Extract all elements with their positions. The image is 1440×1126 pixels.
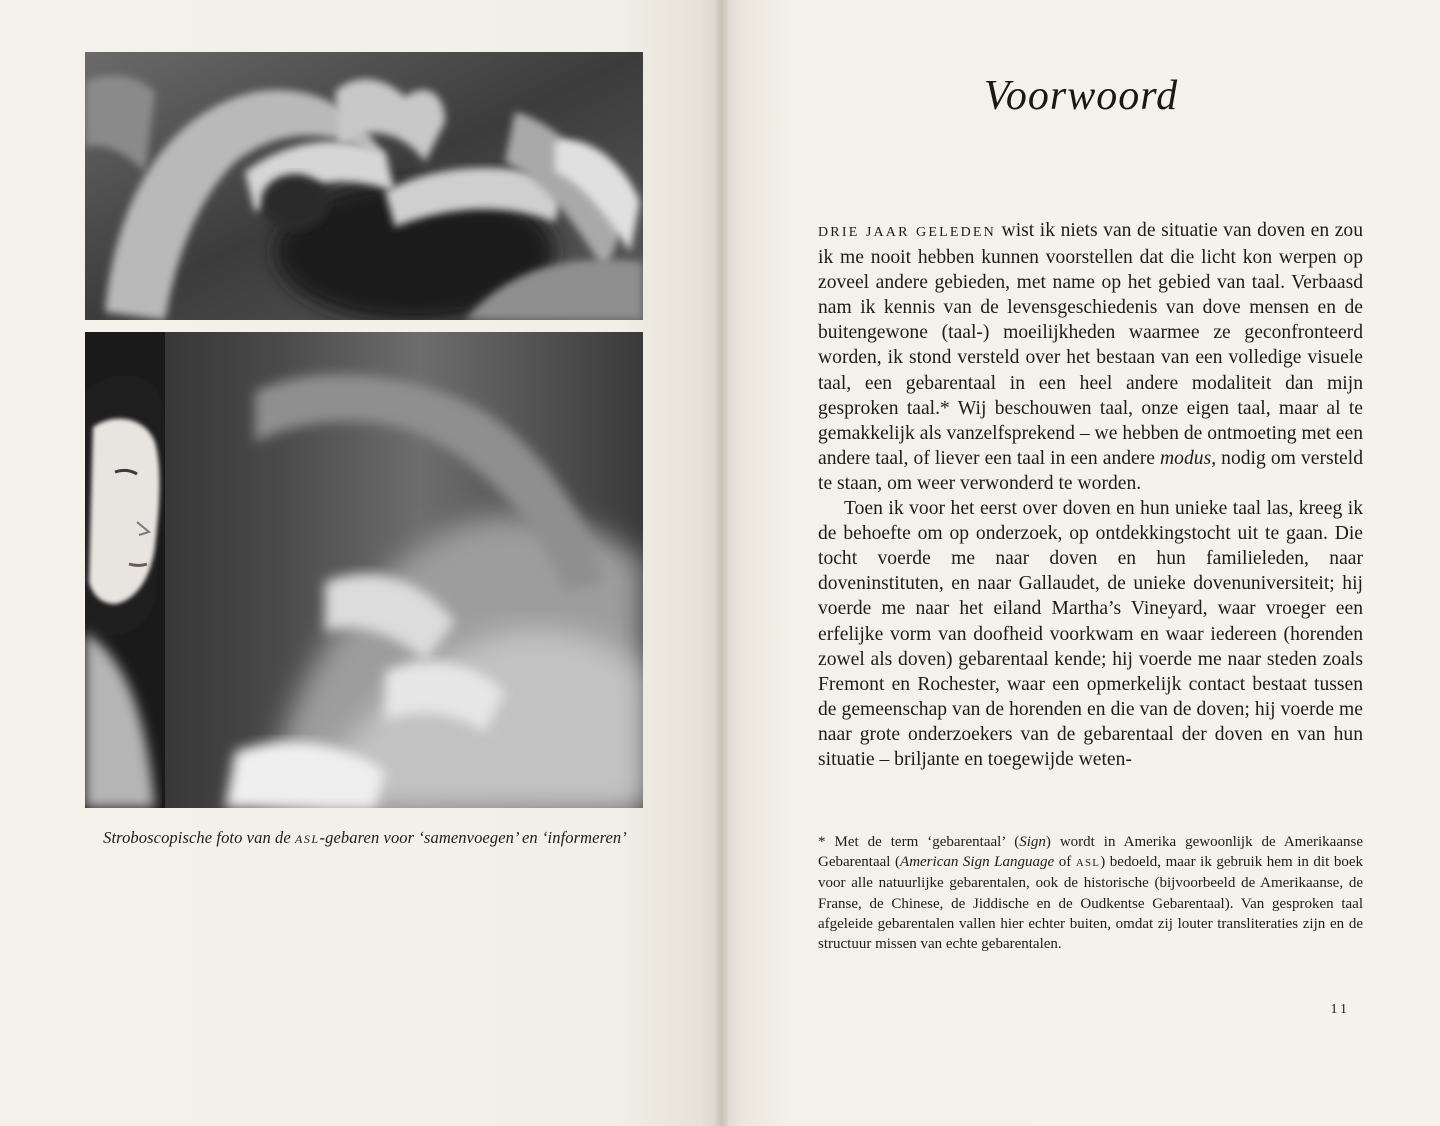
footnote-text-b: ) wordt in Amerika gewoonlijk de Amerikaanse Gebarentaal ( (818, 834, 1363, 871)
paragraph-1-text-a: wist ik niets van de situatie van doven en zou ik me nooit hebben kunnen voorstellen dat die licht kon werpen op zoveel andere gebieden, met name op het gebied van taal. Verbaasd nam ik kennis van de levensgeschiedenis van dove mensen en de buitengewone (taal-) moeilijkheden waarmee ze geconfronteerd worden, ik stond versteld over het bestaan van een volledige visuele taal, een gebarentaal in een heel andere modaliteit dan mijn gesproken taal.* Wij beschouwen taal, onze eigen taal, maar al te gemakkelijk als vanzelfsprekend – we hebben de ontmoeting met een andere taal, of liever een taal in een andere (818, 220, 1363, 469)
chapter-title: Voorwoord (983, 73, 1179, 119)
caption-text-end: -gebaren voor ‘samenvoegen’ en ‘informeren’ (319, 828, 627, 847)
footnote (818, 832, 1363, 954)
footnote-sign: Sign (1019, 834, 1046, 850)
caption-text-start: Stroboscopische foto van de (103, 828, 296, 847)
caption-abbreviation: ASL (295, 832, 320, 846)
paragraph-2: Toen ik voor het eerst over doven en hun unieke taal las, kreeg ik de behoefte om op onderzoek, op ontdekkingstocht uit te gaan. Die tocht voerde me naar doven en hun familieleden, naar doveninstituten, en naar Gallaudet, de unieke dovenuniversiteit; hij voerde me naar het eiland Martha’s Vineyard, waar vroeger een erfelijke vorm van doofheid voorkwam en waar iedereen (horenden zowel als doven) gebarentaal kende; hij voerde me naar steden zoals Fremont en Rochester, waar een opmerkelijk contact bestaat tussen de gemeenschap van de horenden en die van de doven; hij voerde me naar grote onderzoekers van de gebarentaal der doven en van hun situatie – briljante en toegewijde weten- (818, 498, 1363, 770)
body-text (818, 218, 1363, 772)
page-number: 11 (1330, 1002, 1350, 1017)
paragraph-1 (818, 218, 1363, 496)
photo-caption (70, 828, 660, 848)
lead-in-small-caps: DRIE JAAR GELEDEN (818, 225, 996, 240)
footnote-text-d: ) bedoeld, maar ik gebruik hem in dit boek voor alle natuurlijke gebarentalen, ook de historische (bijvoorbeeld de Amerikaanse, de Franse, de Chinese, de Jiddische en de Oudkentse Gebarentaal). Van gesproken taal afgeleide gebarentalen vallen hier echter buiten, omdat zij louter transliteraties zijn en de structuur missen van echte gebarentalen. (818, 854, 1364, 953)
footnote-asl-full: American Sign Language (900, 854, 1055, 871)
photo-top (85, 52, 643, 320)
paragraph-1-emphasis: modus (1160, 447, 1212, 469)
book-gutter (716, 0, 728, 1126)
footnote-text-c: of (1054, 854, 1076, 871)
paragraph-1-text-b: , nodig om versteld te staan, om weer verwonderd te worden. (818, 447, 1363, 494)
footnote-abbreviation: ASL (1075, 857, 1101, 870)
photo-bottom (85, 332, 643, 808)
footnote-text-a: * Met de term ‘gebarentaal’ ( (818, 834, 1020, 850)
